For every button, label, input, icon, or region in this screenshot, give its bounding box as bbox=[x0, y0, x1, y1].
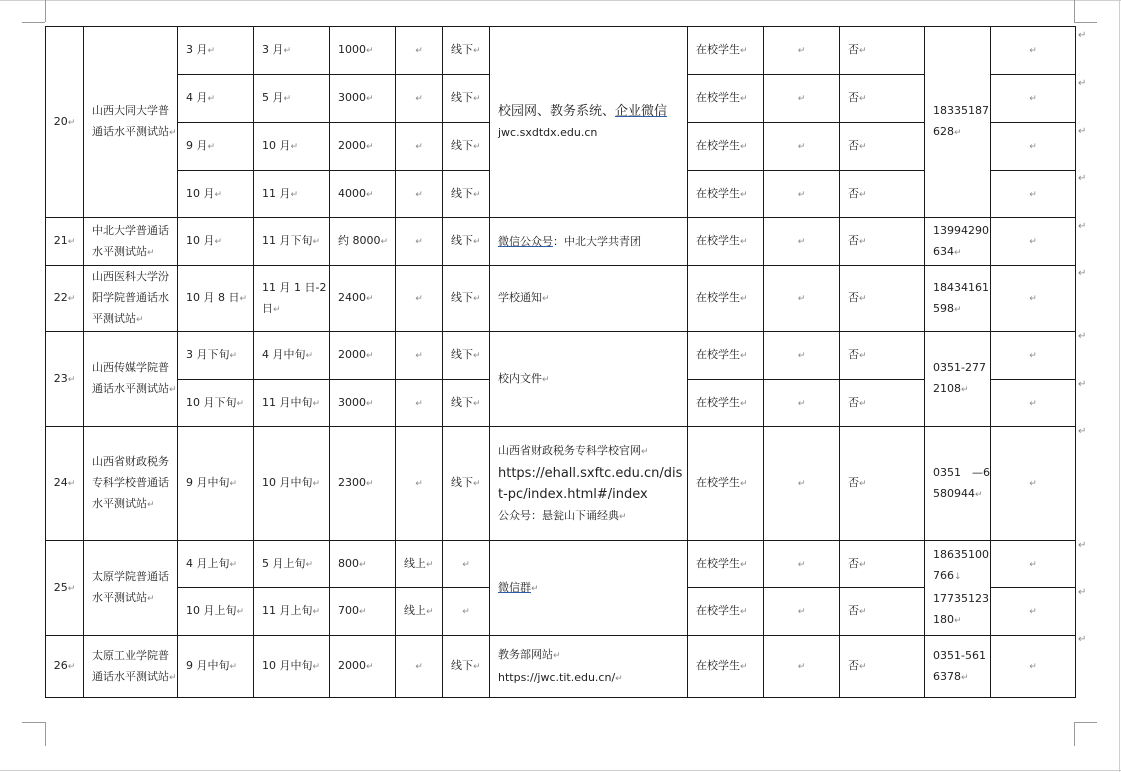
test-count: 2300↵ bbox=[330, 427, 396, 541]
test-time: 11 月中旬↵ bbox=[254, 380, 330, 427]
table-row bbox=[46, 636, 1076, 698]
crop-mark-bottom-right bbox=[1074, 722, 1097, 723]
page-bottom-edge bbox=[0, 770, 1121, 771]
extra-field: ↵ bbox=[764, 588, 840, 636]
offline-mode: 线下↵ bbox=[443, 171, 490, 218]
row-end-mark: ↵ bbox=[1078, 634, 1087, 645]
registration-time: 9 月↵ bbox=[178, 123, 254, 171]
registration-time: 9 月中旬↵ bbox=[178, 636, 254, 698]
registration-time: 4 月↵ bbox=[178, 75, 254, 123]
registration-time: 10 月上旬↵ bbox=[178, 588, 254, 636]
test-count: 700↵ bbox=[330, 588, 396, 636]
test-time: 3 月↵ bbox=[254, 27, 330, 75]
row-number: 22↵ bbox=[46, 266, 84, 332]
table-row bbox=[46, 266, 1076, 332]
remarks: ↵ bbox=[991, 123, 1076, 171]
table-row bbox=[46, 332, 1076, 380]
row-end-mark: ↵ bbox=[1078, 173, 1087, 184]
table-row bbox=[46, 541, 1076, 588]
extra-field: ↵ bbox=[764, 75, 840, 123]
extra-field: ↵ bbox=[764, 123, 840, 171]
registration-time: 10 月↵ bbox=[178, 171, 254, 218]
extra-field: ↵ bbox=[764, 636, 840, 698]
target-group: 在校学生↵ bbox=[688, 588, 764, 636]
official-site-url[interactable]: https://ehall.sxftc.edu.cn/dist-pc/index.html#/index bbox=[498, 465, 683, 502]
row-number: 26↵ bbox=[46, 636, 84, 698]
fee-field: 否↵ bbox=[840, 27, 925, 75]
row-end-mark: ↵ bbox=[1078, 540, 1087, 551]
contact-phone: 18434161598↵ bbox=[925, 266, 991, 332]
station-name: 太原工业学院普通话水平测试站↵ bbox=[84, 636, 178, 698]
target-group: 在校学生↵ bbox=[688, 266, 764, 332]
test-count: 4000↵ bbox=[330, 171, 396, 218]
row-end-mark: ↵ bbox=[1078, 126, 1087, 137]
notice-channel: 学校通知↵ bbox=[490, 266, 688, 332]
offline-mode: 线下↵ bbox=[443, 427, 490, 541]
registration-time: 4 月上旬↵ bbox=[178, 541, 254, 588]
test-count: 2000↵ bbox=[330, 123, 396, 171]
offline-mode: 线下↵ bbox=[443, 380, 490, 427]
row-number: 21↵ bbox=[46, 218, 84, 266]
notice-channel: 教务部网站↵ https://jwc.tit.edu.cn/↵ bbox=[490, 636, 688, 698]
fee-field: 否↵ bbox=[840, 332, 925, 380]
test-count: 1000↵ bbox=[330, 27, 396, 75]
target-group: 在校学生↵ bbox=[688, 171, 764, 218]
row-end-mark: ↵ bbox=[1078, 268, 1087, 279]
online-mode: 线上↵ bbox=[396, 588, 443, 636]
table-row bbox=[46, 427, 1076, 541]
remarks: ↵ bbox=[991, 266, 1076, 332]
online-mode: ↵ bbox=[396, 27, 443, 75]
registration-time: 9 月中旬↵ bbox=[178, 427, 254, 541]
contact-phone: 13994290634↵ bbox=[925, 218, 991, 266]
online-mode: ↵ bbox=[396, 171, 443, 218]
remarks: ↵ bbox=[991, 380, 1076, 427]
target-group: 在校学生↵ bbox=[688, 75, 764, 123]
offline-mode: 线下↵ bbox=[443, 636, 490, 698]
table-row bbox=[46, 27, 1076, 75]
fee-field: 否↵ bbox=[840, 636, 925, 698]
crop-mark-top-left bbox=[45, 0, 46, 22]
extra-field: ↵ bbox=[764, 332, 840, 380]
contact-phone: 0351-2772108↵ bbox=[925, 332, 991, 427]
registration-time: 10 月↵ bbox=[178, 218, 254, 266]
offline-mode: ↵ bbox=[443, 541, 490, 588]
row-number: 25↵ bbox=[46, 541, 84, 636]
extra-field: ↵ bbox=[764, 27, 840, 75]
crop-mark-top-right bbox=[1074, 0, 1075, 22]
crop-mark-top-left bbox=[22, 22, 45, 23]
test-count: 3000↵ bbox=[330, 380, 396, 427]
remarks: ↵ bbox=[991, 541, 1076, 588]
test-time: 10 月↵ bbox=[254, 123, 330, 171]
online-mode: ↵ bbox=[396, 75, 443, 123]
test-time: 4 月中旬↵ bbox=[254, 332, 330, 380]
online-mode: ↵ bbox=[396, 636, 443, 698]
extra-field: ↵ bbox=[764, 427, 840, 541]
offline-mode: 线下↵ bbox=[443, 123, 490, 171]
row-end-mark: ↵ bbox=[1078, 30, 1087, 41]
crop-mark-bottom-left bbox=[22, 722, 45, 723]
contact-phone: 18335187628↵ bbox=[925, 27, 991, 218]
academic-affairs-url[interactable]: https://jwc.tit.edu.cn/ bbox=[498, 670, 616, 684]
online-mode: ↵ bbox=[396, 218, 443, 266]
station-name: 山西大同大学普通话水平测试站↵ bbox=[84, 27, 178, 218]
station-name: 中北大学普通话水平测试站↵ bbox=[84, 218, 178, 266]
fee-field: 否↵ bbox=[840, 75, 925, 123]
remarks: ↵ bbox=[991, 27, 1076, 75]
offline-mode: 线下↵ bbox=[443, 218, 490, 266]
online-mode: ↵ bbox=[396, 266, 443, 332]
test-time: 11 月上旬↵ bbox=[254, 588, 330, 636]
target-group: 在校学生↵ bbox=[688, 541, 764, 588]
remarks: ↵ bbox=[991, 218, 1076, 266]
row-end-mark: ↵ bbox=[1078, 221, 1087, 232]
test-station-table bbox=[45, 26, 1076, 698]
table-row bbox=[46, 218, 1076, 266]
test-count: 约 8000↵ bbox=[330, 218, 396, 266]
offline-mode: 线下↵ bbox=[443, 266, 490, 332]
fee-field: 否↵ bbox=[840, 218, 925, 266]
fee-field: 否↵ bbox=[840, 427, 925, 541]
contact-phone: 0351-5616378↵ bbox=[925, 636, 991, 698]
offline-mode: 线下↵ bbox=[443, 332, 490, 380]
row-end-mark: ↵ bbox=[1078, 331, 1087, 342]
fee-field: 否↵ bbox=[840, 123, 925, 171]
contact-phone: 18635100766↓ 17735123180↵ bbox=[925, 541, 991, 636]
registration-time: 10 月 8 日↵ bbox=[178, 266, 254, 332]
row-end-mark: ↵ bbox=[1078, 379, 1087, 390]
contact-phone: 0351 —6580944↵ bbox=[925, 427, 991, 541]
fee-field: 否↵ bbox=[840, 266, 925, 332]
remarks: ↵ bbox=[991, 171, 1076, 218]
registration-time: 3 月下旬↵ bbox=[178, 332, 254, 380]
registration-time: 10 月下旬↵ bbox=[178, 380, 254, 427]
test-count: 2000↵ bbox=[330, 636, 396, 698]
remarks: ↵ bbox=[991, 427, 1076, 541]
test-count: 2000↵ bbox=[330, 332, 396, 380]
notice-channel: 校园网、教务系统、企业微信 jwc.sxdtdx.edu.cn bbox=[490, 27, 688, 218]
extra-field: ↵ bbox=[764, 266, 840, 332]
extra-field: ↵ bbox=[764, 218, 840, 266]
page-top-edge bbox=[0, 0, 1121, 1]
fee-field: 否↵ bbox=[840, 171, 925, 218]
test-count: 800↵ bbox=[330, 541, 396, 588]
extra-field: ↵ bbox=[764, 541, 840, 588]
crop-mark-bottom-left bbox=[45, 722, 46, 746]
crop-mark-bottom-right bbox=[1074, 722, 1075, 746]
enterprise-wechat-link[interactable]: 企业微信 bbox=[615, 104, 668, 119]
wechat-official-account-link[interactable]: 微信公众号 bbox=[498, 235, 553, 248]
extra-field: ↵ bbox=[764, 171, 840, 218]
remarks: ↵ bbox=[991, 588, 1076, 636]
offline-mode: 线下↵ bbox=[443, 75, 490, 123]
test-time: 10 月中旬↵ bbox=[254, 427, 330, 541]
online-mode: ↵ bbox=[396, 380, 443, 427]
test-count: 2400↵ bbox=[330, 266, 396, 332]
fee-field: 否↵ bbox=[840, 380, 925, 427]
wechat-group-link[interactable]: 微信群 bbox=[498, 580, 531, 594]
extra-field: ↵ bbox=[764, 380, 840, 427]
target-group: 在校学生↵ bbox=[688, 636, 764, 698]
fee-field: 否↵ bbox=[840, 588, 925, 636]
notice-channel: 微信群↵ bbox=[490, 541, 688, 636]
test-time: 11 月 1 日-2 日↵ bbox=[254, 266, 330, 332]
row-number: 24↵ bbox=[46, 427, 84, 541]
remarks: ↵ bbox=[991, 636, 1076, 698]
test-time: 11 月↵ bbox=[254, 171, 330, 218]
fee-field: 否↵ bbox=[840, 541, 925, 588]
offline-mode: ↵ bbox=[443, 588, 490, 636]
test-count: 3000↵ bbox=[330, 75, 396, 123]
station-name: 山西医科大学汾阳学院普通话水平测试站↵ bbox=[84, 266, 178, 332]
notice-channel: 校内文件↵ bbox=[490, 332, 688, 427]
station-name: 山西省财政税务专科学校普通话水平测试站↵ bbox=[84, 427, 178, 541]
target-group: 在校学生↵ bbox=[688, 123, 764, 171]
row-number: 20↵ bbox=[46, 27, 84, 218]
target-group: 在校学生↵ bbox=[688, 332, 764, 380]
station-name: 山西传媒学院普通话水平测试站↵ bbox=[84, 332, 178, 427]
row-end-mark: ↵ bbox=[1078, 78, 1087, 89]
remarks: ↵ bbox=[991, 75, 1076, 123]
target-group: 在校学生↵ bbox=[688, 380, 764, 427]
online-mode: ↵ bbox=[396, 427, 443, 541]
notice-channel: 微信公众号：中北大学共青团 bbox=[490, 218, 688, 266]
online-mode: 线上↵ bbox=[396, 541, 443, 588]
row-end-mark: ↵ bbox=[1078, 426, 1087, 437]
station-name: 太原学院普通话水平测试站↵ bbox=[84, 541, 178, 636]
offline-mode: 线下↵ bbox=[443, 27, 490, 75]
row-number: 23↵ bbox=[46, 332, 84, 427]
test-time: 5 月上旬↵ bbox=[254, 541, 330, 588]
online-mode: ↵ bbox=[396, 332, 443, 380]
crop-mark-top-right bbox=[1074, 22, 1097, 23]
page-right-edge bbox=[1119, 0, 1120, 772]
test-time: 11 月下旬↵ bbox=[254, 218, 330, 266]
notice-channel: 山西省财政税务专科学校官网↵ https://ehall.sxftc.edu.cn/dist-pc/index.html#/index 公众号：悬瓮山下诵经典↵ bbox=[490, 427, 688, 541]
test-time: 5 月↵ bbox=[254, 75, 330, 123]
remarks: ↵ bbox=[991, 332, 1076, 380]
registration-time: 3 月↵ bbox=[178, 27, 254, 75]
test-time: 10 月中旬↵ bbox=[254, 636, 330, 698]
target-group: 在校学生↵ bbox=[688, 27, 764, 75]
target-group: 在校学生↵ bbox=[688, 427, 764, 541]
row-end-mark: ↵ bbox=[1078, 587, 1087, 598]
target-group: 在校学生↵ bbox=[688, 218, 764, 266]
online-mode: ↵ bbox=[396, 123, 443, 171]
